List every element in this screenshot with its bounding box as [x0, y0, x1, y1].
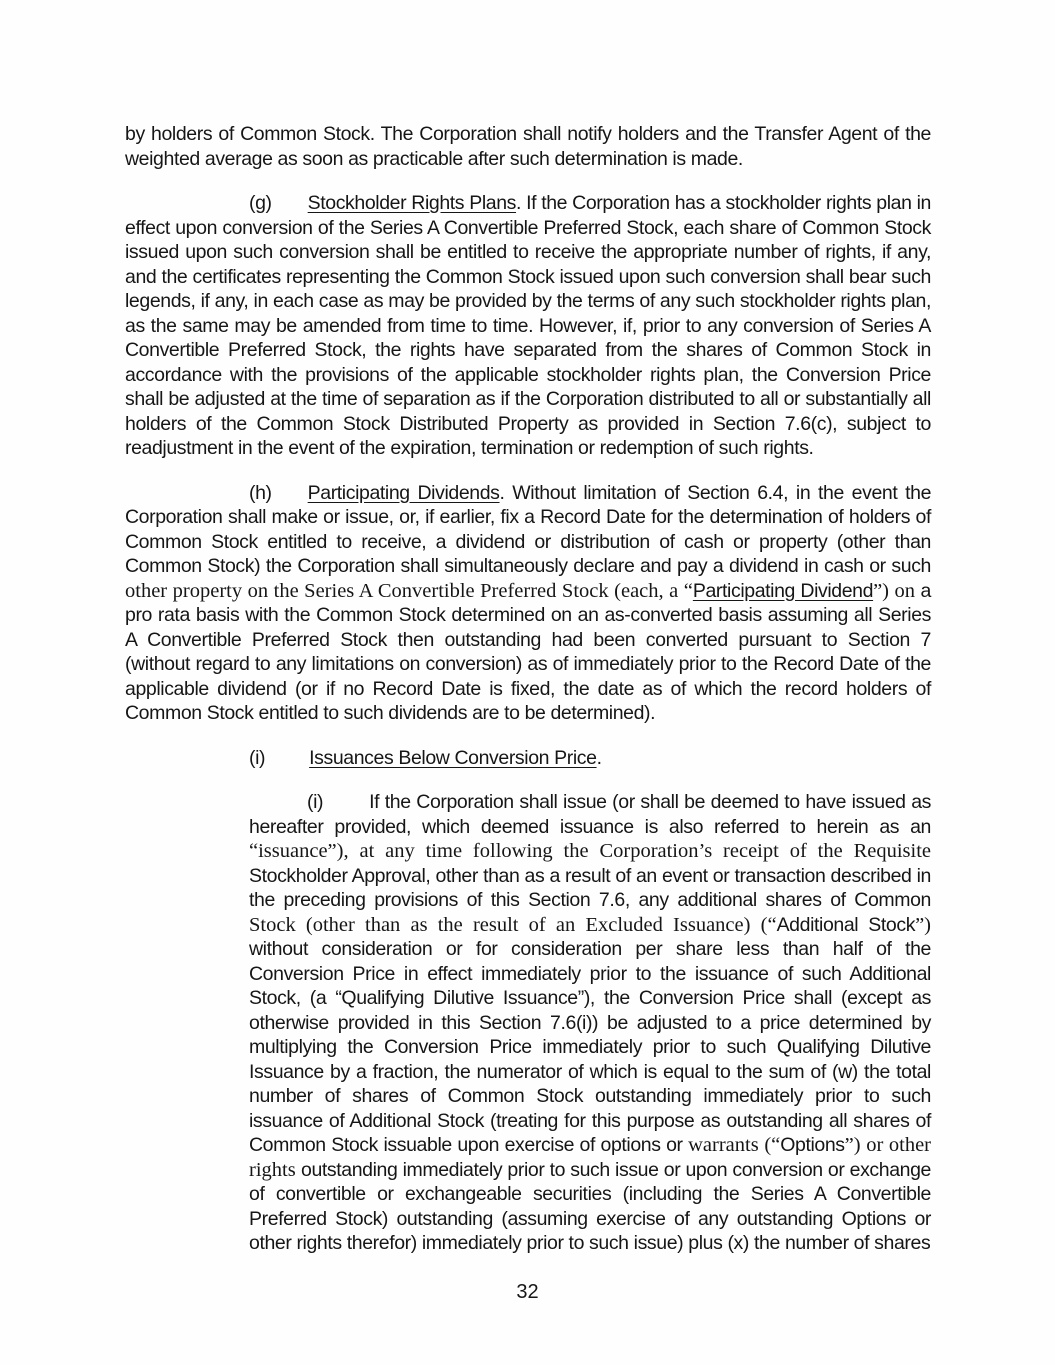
- paragraph-i-sub-body-3: without consideration or for consideration per share less than half of the Conversion Price in effect immediately prior to the issuance of such Additional Stock, (a “Qualifying Dilutive Issuance”), the Conversion Price shall (except as otherwise provided in this Section 7.6(i)) be adjusted to a price determined by multiplying the Conversion Price immediately prior to such Qualifying Dilutive Issuance by a fraction, the numerator of which is equal to the sum of (w) the total number of shares of Common Stock outstanding immediately prior to such issuance of Additional Stock (treating for this purpose as outstanding all shares of Common Stock issuable upon exercise of options or: [249, 938, 931, 1156]
- paragraph-h-serif-run-1: other property on the Series A Convertible Preferred Stock (each, a “: [125, 579, 693, 602]
- paragraph-i-sub-body-2: Stockholder Approval, other than as a result of an event or transaction described in the preceding provisions of this Section 7.6, any additional shares of Common: [249, 864, 931, 911]
- paragraph-h-serif-run-2: ”) on: [873, 579, 921, 602]
- paragraph-h-body-2: a pro rata basis with the Common Stock determined on an as-converted basis assuming all Series A Convertible Preferred Stock then outstanding had been converted pursuant to Section 7 (without regard to any limitations on conversion) as of immediately prior to the Record Date of the applicable dividend (or if no Record Date is fixed, the date as of which the record holders of Common Stock entitled to such dividends are to be determined).: [125, 579, 931, 724]
- intro-paragraph-text: by holders of Common Stock. The Corporation shall notify holders and the Transfer Agent of the weighted average as soon as practicable after such determination is made.: [125, 123, 931, 170]
- paragraph-h-body-1: . Without limitation of Section 6.4, in the event the Corporation shall make or issue, or, if earlier, fix a Record Date for the determination of holders of Common Stock entitled to receive, a dividend or distribution of cash or property (other than Common Stock) the Corporation shall simultaneously declare and pay a dividend in cash or such: [125, 481, 932, 577]
- heading-i-title: Issuances Below Conversion Price: [309, 746, 597, 769]
- paragraph-i-sub-serif-run-4: warrants (“: [688, 1134, 781, 1156]
- page-number: 32: [516, 1281, 539, 1303]
- paragraph-g-heading: Stockholder Rights Plans: [307, 192, 517, 214]
- heading-i-label: (i): [249, 746, 266, 769]
- paragraph-i-sub-serif-run-1: “issuance”), at any time following the Corporation’s receipt of the Requisite: [249, 840, 931, 862]
- paragraph-h: [125, 481, 931, 726]
- paragraph-h-label: (h): [249, 481, 272, 504]
- paragraph-i-sub-body-4: outstanding immediately prior to such issue or upon conversion or exchange of convertible or exchangeable securities (including the Series A Convertible Preferred Stock) outstanding (assuming exercise of any outstanding Options or other rights therefor) immediately prior to such issue) plus (x) the number of shares: [249, 1158, 932, 1254]
- paragraph-g-label: (g): [249, 192, 272, 214]
- heading-i-line: [125, 746, 931, 771]
- paragraph-i-sub: [249, 790, 931, 1256]
- paragraph-i-sub-label: (i): [307, 791, 324, 813]
- paragraph-i-sub-serif-run-2: Stock (other than as the result of an Excluded Issuance) (“: [249, 913, 777, 936]
- defined-term-additional-stock: Additional Stock: [776, 913, 916, 936]
- intro-paragraph: [125, 122, 931, 171]
- paragraph-g: [125, 191, 931, 461]
- defined-term-options: Options: [780, 1134, 845, 1156]
- document-text-block: [125, 122, 931, 1276]
- heading-i-period: .: [596, 746, 602, 769]
- paragraph-i-sub-body-1: If the Corporation shall issue (or shall be deemed to have issued as hereafter provided, which deemed issuance is also referred to herein as an: [249, 791, 931, 838]
- paragraph-i-sub-serif-run-3: ”): [915, 913, 932, 936]
- paragraph-g-body: . If the Corporation has a stockholder rights plan in effect upon conversion of the Series A Convertible Preferred Stock, each share of Common Stock issued upon such conversion shall be entitled to receive the appropriate number of rights, if any, and the certificates representing the Common Stock issued upon such conversion shall bear such legends, if any, in each case as may be provided by the terms of any such stockholder rights plan, as the same may be amended from time to time. However, if, prior to any conversion of Series A Convertible Preferred Stock, the rights have separated from the shares of Common Stock in accordance with the provisions of the applicable stockholder rights plan, the Conversion Price shall be adjusted at the time of separation as if the Corporation distributed to all or substantially all holders of the Common Stock Distributed Property as provided in Section 7.6(c), subject to readjustment in the event of the expiration, termination or redemption of such rights.: [125, 192, 932, 459]
- paragraph-h-heading: Participating Dividends: [307, 481, 500, 504]
- paragraph-i-sub-serif-run-5: ”) or other rights: [249, 1134, 932, 1181]
- defined-term-participating-dividend: Participating Dividend: [692, 579, 874, 602]
